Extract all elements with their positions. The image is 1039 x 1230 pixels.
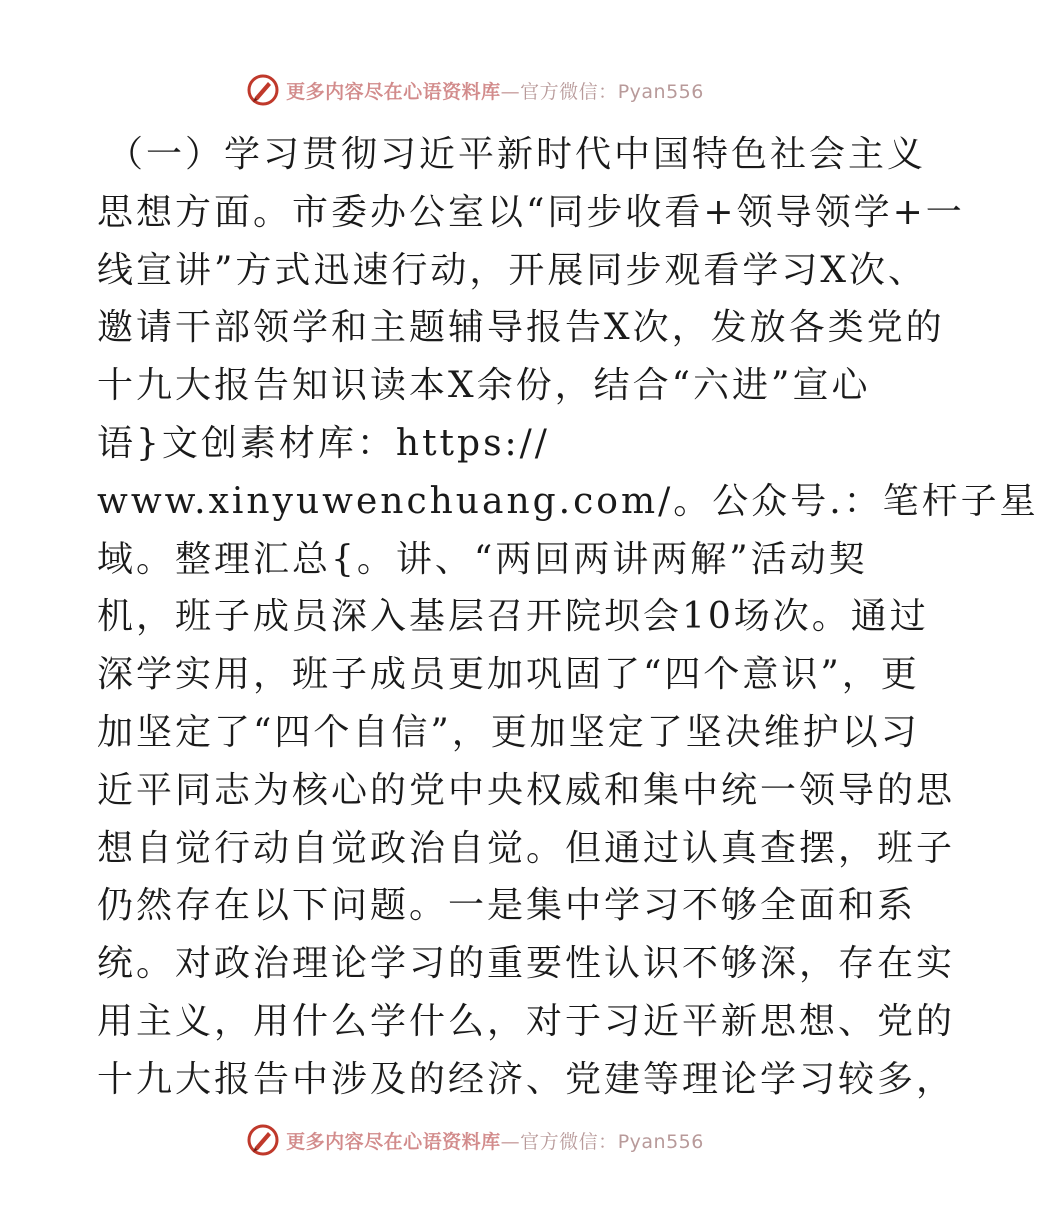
body-line: 想自觉行动自觉政治自觉。但通过认真查摆，班子 bbox=[97, 827, 956, 869]
body-line: 机，班子成员深入基层召开院坝会10场次。通过 bbox=[97, 596, 929, 638]
body-line: （一）学习贯彻习近平新时代中国特色社会主义 bbox=[107, 134, 927, 175]
header-wechat-id: Pyan556 bbox=[617, 80, 704, 103]
body-line: 思想方面。市委办公室以“同步收看+领导领学+一 bbox=[97, 191, 965, 233]
body-line: 十九大报告知识读本X余份，结合“六进”宣心 bbox=[97, 365, 871, 407]
footer-wechat-label: 官方微信： bbox=[520, 1130, 618, 1153]
header-brand-text: 更多内容尽在心语资料库 bbox=[286, 80, 501, 103]
body-line: 深学实用，班子成员更加巩固了“四个意识”，更 bbox=[97, 654, 920, 696]
footer-wechat-id: Pyan556 bbox=[617, 1130, 704, 1153]
body-line: 近平同志为核心的党中央权威和集中统一领导的思 bbox=[97, 769, 956, 811]
footer-separator: — bbox=[500, 1130, 521, 1153]
body-line: 统。对政治理论学习的重要性认识不够深，存在实 bbox=[97, 943, 956, 985]
body-line: 线宣讲”方式迅速行动，开展同步观看学习X次、 bbox=[97, 249, 928, 291]
footer-watermark-banner bbox=[0, 1120, 950, 1160]
pen-logo-icon bbox=[246, 1123, 280, 1157]
body-line: 用主义，用什么学什么，对于习近平新思想、党的 bbox=[97, 1000, 956, 1042]
body-line: 加坚定了“四个自信”，更加坚定了坚决维护以习 bbox=[97, 711, 920, 753]
header-watermark-banner bbox=[0, 70, 950, 110]
body-line: 仍然存在以下问题。一是集中学习不够全面和系 bbox=[97, 885, 917, 927]
document-body bbox=[97, 126, 1039, 1109]
pen-logo-icon bbox=[246, 73, 280, 107]
body-line: 语}文创素材库：https:// bbox=[97, 422, 550, 464]
body-line: 域。整理汇总{。讲、“两回两讲两解”活动契 bbox=[97, 538, 868, 580]
body-line: 十九大报告中涉及的经济、党建等理论学习较多， bbox=[97, 1058, 956, 1100]
footer-brand-text: 更多内容尽在心语资料库 bbox=[286, 1130, 501, 1153]
body-line: www.xinyuwenchuang.com/。公众号.：笔杆子星 bbox=[97, 480, 1039, 522]
footer-banner-text bbox=[286, 1127, 704, 1154]
body-line: 邀请干部领学和主题辅导报告X次，发放各类党的 bbox=[97, 307, 945, 349]
header-banner-text bbox=[286, 77, 704, 104]
header-separator: — bbox=[500, 80, 521, 103]
header-wechat-label: 官方微信： bbox=[520, 80, 618, 103]
